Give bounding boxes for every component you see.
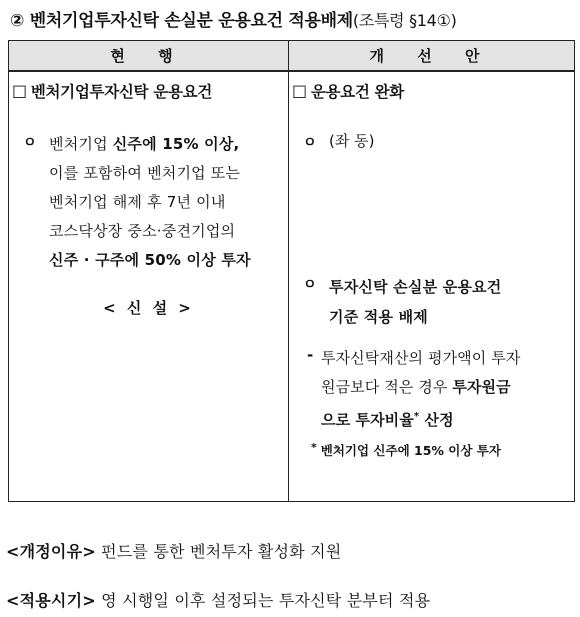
table-header-row: [9, 41, 575, 71]
proposed-detail-text: [321, 344, 520, 435]
current-line-1-b: 신주에 15% 이상,: [112, 134, 240, 153]
amendment-reason-label: <개정이유>: [6, 542, 96, 561]
effective-date: [6, 588, 430, 611]
current-heading: [9, 72, 288, 102]
dash-marker: -: [307, 345, 314, 364]
same-as-left-text: (좌 동): [329, 131, 375, 150]
footnote-ref: *: [413, 410, 420, 422]
current-line-3: 벤처기업 해제 후 7년 이내: [49, 192, 226, 211]
current-bullet-text: [49, 130, 251, 275]
current-line-1: [49, 130, 251, 159]
detail-line-3-a: 으로 투자비율: [321, 410, 414, 429]
detail-line-3-end: 산정: [419, 410, 454, 429]
detail-line-2: [321, 373, 520, 402]
proposed-point-text: [329, 272, 501, 332]
detail-line-2-a: 원금보다 적은 경우: [321, 377, 453, 396]
header-current: 현 행: [9, 41, 289, 71]
proposed-bullet-same: [289, 130, 574, 152]
current-line-5: 신주 · 구주에 50% 이상 투자: [49, 250, 251, 269]
proposed-heading: [289, 72, 574, 102]
amendment-reason: [6, 539, 341, 562]
bullet-marker: ㅇ: [23, 134, 37, 151]
current-bullet: [9, 130, 288, 275]
bullet-marker: ㅇ: [303, 276, 317, 293]
effective-date-text: 영 시행일 이후 설정되는 투자신탁 분부터 적용: [95, 591, 431, 610]
current-line-2: 이를 포함하여 벤처기업 또는: [49, 163, 241, 182]
law-reference: (조특령 §14①): [352, 11, 457, 30]
footnote-text: 벤처기업 신주에 15% 이상 투자: [320, 442, 501, 458]
square-marker: □: [292, 81, 307, 100]
section-title: [10, 6, 457, 31]
header-proposed: 개 선 안: [289, 41, 575, 71]
proposed-heading-text: 운용요건 완화: [310, 82, 404, 101]
proposed-column: [289, 71, 575, 502]
comparison-table: [8, 40, 575, 502]
detail-line-1: 투자신탁재산의 평가액이 투자: [321, 348, 521, 367]
bullet-marker: ㅇ: [303, 134, 317, 151]
proposed-point-line-2: 기준 적용 배제: [329, 307, 428, 326]
footnote-star: *: [311, 440, 317, 454]
current-line-4: 코스닥상장 중소·중견기업의: [49, 221, 236, 240]
table-body-row: [9, 71, 575, 502]
current-heading-text: 벤처기업투자신탁 운용요건: [30, 82, 213, 101]
proposed-bullet-new: [289, 272, 574, 332]
proposed-detail: [289, 344, 574, 435]
proposed-point-line-1: 투자신탁 손실분 운용요건: [329, 277, 502, 296]
new-provision-mark: < 신 설 >: [103, 298, 194, 317]
amendment-reason-text: 펀드를 통한 벤처투자 활성화 지원: [95, 542, 342, 561]
section-title-main: ② 벤처기업투자신탁 손실분 운용요건 적용배제: [10, 11, 353, 31]
effective-date-label: <적용시기>: [6, 591, 96, 610]
footnote: [289, 441, 574, 459]
square-marker: □: [12, 81, 27, 100]
current-column: [9, 71, 289, 502]
current-line-1-a: 벤처기업: [49, 134, 113, 153]
detail-line-3: [321, 402, 520, 435]
detail-line-2-b: 투자원금: [452, 377, 511, 396]
